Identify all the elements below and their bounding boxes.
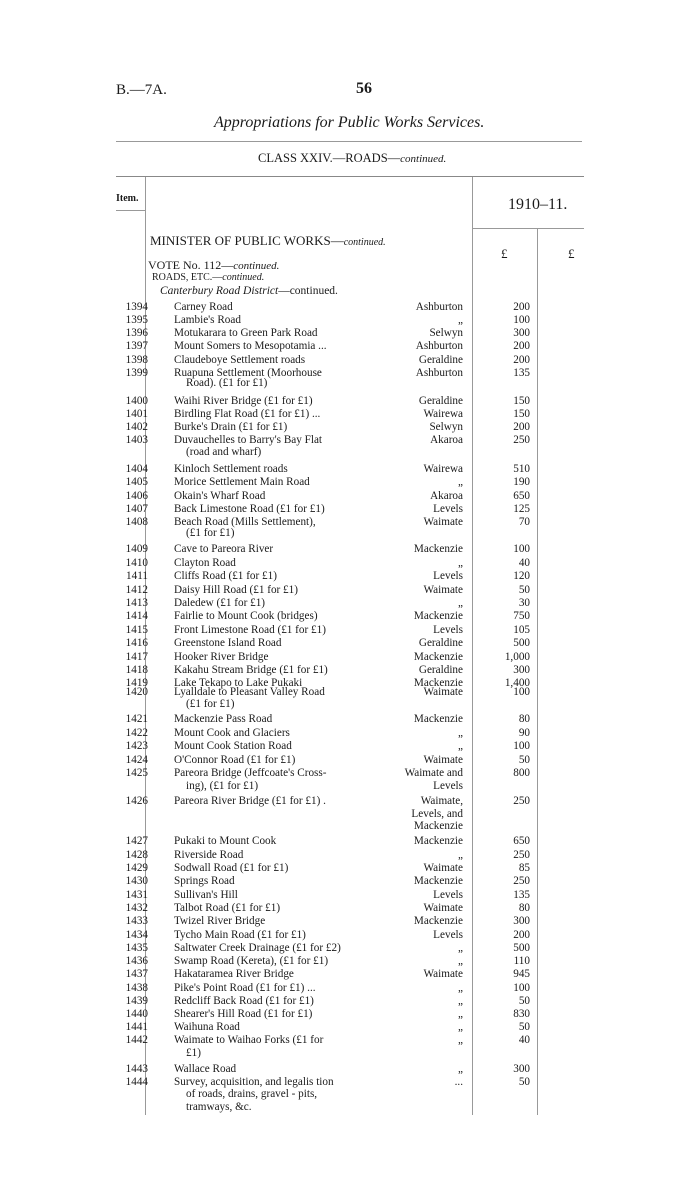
- item-description: Mount Cook and Glaciers: [174, 727, 290, 739]
- item-number: 1413: [125, 597, 148, 609]
- table-row: [0, 686, 700, 699]
- item-description: Clayton Road: [174, 557, 236, 569]
- table-row: [0, 942, 700, 955]
- item-amount: 85: [518, 862, 530, 874]
- class-heading-main: CLASS XXIV.—ROADS—: [258, 151, 401, 165]
- table-row: [0, 1076, 700, 1089]
- item-district: Waimate: [423, 686, 463, 698]
- item-amount: 80: [518, 902, 530, 914]
- item-amount: 40: [518, 557, 530, 569]
- continuation-1444-a: of roads, drains, gravel - pits,: [186, 1088, 318, 1100]
- table-row: [0, 889, 700, 902]
- item-description: Mount Cook Station Road: [174, 740, 292, 752]
- item-number: 1424: [125, 754, 148, 766]
- table-row: [0, 795, 700, 808]
- item-description: Shearer's Hill Road (£1 for £1): [174, 1008, 313, 1020]
- table-row: [0, 754, 700, 767]
- item-district: „: [458, 557, 463, 569]
- table-top-rule: [116, 176, 584, 177]
- item-number: 1407: [125, 503, 148, 515]
- item-amount: 650: [513, 490, 530, 502]
- table-row: [0, 982, 700, 995]
- item-header-rule: [116, 210, 146, 211]
- item-number: 1411: [126, 570, 148, 582]
- item-number: 1429: [125, 862, 148, 874]
- item-number: 1409: [125, 543, 148, 555]
- item-amount: 200: [513, 301, 530, 313]
- item-description: Redcliff Back Road (£1 for £1): [174, 995, 314, 1007]
- table-row: [0, 849, 700, 862]
- item-district: Mackenzie: [413, 915, 463, 927]
- item-district: Mackenzie: [413, 713, 463, 725]
- table-row: [0, 340, 700, 353]
- table-row: [0, 434, 700, 447]
- table-row: [0, 902, 700, 915]
- table-row: [0, 875, 700, 888]
- item-amount: 135: [513, 367, 530, 379]
- item-amount: 300: [513, 1063, 530, 1075]
- item-district: „: [458, 849, 463, 861]
- item-number: 1422: [125, 727, 148, 739]
- item-district: Mackenzie: [413, 875, 463, 887]
- item-number: 1420: [125, 686, 148, 698]
- item-description: Survey, acquisition, and legalis tion: [174, 1076, 334, 1088]
- item-district: Levels: [433, 624, 463, 636]
- item-amount: 500: [513, 637, 530, 649]
- table-row: [0, 408, 700, 421]
- item-amount: 1,400: [504, 677, 530, 689]
- item-district: Geraldine: [418, 664, 463, 676]
- item-description: Pareora River Bridge (£1 for £1) .: [174, 795, 326, 807]
- item-description: Lake Tekapo to Lake Pukaki: [174, 677, 303, 689]
- item-amount: 100: [513, 314, 530, 326]
- item-amount: 200: [513, 421, 530, 433]
- item-description: Mackenzie Pass Road: [174, 713, 273, 725]
- item-number: 1438: [125, 982, 148, 994]
- district-heading-cont: —continued.: [278, 285, 338, 297]
- roads-heading-main: ROADS, ETC.—: [152, 272, 223, 283]
- year-column-header: 1910–11.: [508, 196, 568, 213]
- vote-heading-main: VOTE No. 112—: [148, 258, 234, 272]
- class-heading: [258, 151, 446, 166]
- item-amount: 150: [513, 408, 530, 420]
- item-amount: 1,000: [504, 651, 530, 663]
- continuation-1403: (road and wharf): [186, 446, 262, 458]
- item-description: Talbot Road (£1 for £1): [174, 902, 281, 914]
- item-district: Waimate: [423, 516, 463, 528]
- item-district: „: [458, 476, 463, 488]
- table-row: [0, 1021, 700, 1034]
- item-number: 1423: [125, 740, 148, 752]
- item-number: 1416: [125, 637, 148, 649]
- item-number: 1437: [125, 968, 148, 980]
- item-description: Burke's Drain (£1 for £1): [174, 421, 288, 433]
- item-number: 1427: [125, 835, 148, 847]
- item-district: Waimate: [423, 862, 463, 874]
- item-district: Geraldine: [418, 637, 463, 649]
- item-description: O'Connor Road (£1 for £1): [174, 754, 296, 766]
- item-amount: 250: [513, 434, 530, 446]
- document-reference: B.—7A.: [116, 82, 167, 98]
- item-number: 1440: [125, 1008, 148, 1020]
- item-column-header: Item.: [116, 193, 139, 204]
- item-number: 1428: [125, 849, 148, 861]
- table-row: [0, 1008, 700, 1021]
- table-row: [0, 767, 700, 780]
- class-heading-cont: continued.: [400, 153, 447, 165]
- item-district: „: [458, 1034, 463, 1046]
- item-number: 1431: [125, 889, 148, 901]
- item-amount: 50: [518, 754, 530, 766]
- item-number: 1402: [125, 421, 148, 433]
- item-description: Sullivan's Hill: [174, 889, 238, 901]
- item-number: 1415: [125, 624, 148, 636]
- continuation-1425-district: Levels: [433, 780, 463, 792]
- table-row: [0, 727, 700, 740]
- item-number: 1408: [125, 516, 148, 528]
- item-description: Carney Road: [174, 301, 233, 313]
- item-description: Tycho Main Road (£1 for £1): [174, 929, 306, 941]
- item-district: „: [458, 727, 463, 739]
- item-number: 1443: [125, 1063, 148, 1075]
- item-description: Riverside Road: [174, 849, 244, 861]
- roads-heading: [152, 272, 264, 283]
- item-amount: 250: [513, 849, 530, 861]
- item-description: Claudeboye Settlement roads: [174, 354, 306, 366]
- item-description: Birdling Flat Road (£1 for £1) ...: [174, 408, 321, 420]
- item-number: 1430: [125, 875, 148, 887]
- district-heading-main: Canterbury Road District: [160, 285, 279, 297]
- district-heading: [160, 285, 338, 297]
- table-row: [0, 476, 700, 489]
- table-row: [0, 570, 700, 583]
- item-description: Back Limestone Road (£1 for £1): [174, 503, 325, 515]
- item-description: Waihi River Bridge (£1 for £1): [174, 395, 313, 407]
- item-amount: 750: [513, 610, 530, 622]
- item-district: ...: [454, 1076, 463, 1088]
- item-description: Daledew (£1 for £1): [174, 597, 266, 609]
- item-district: Levels: [433, 889, 463, 901]
- item-district: „: [458, 955, 463, 967]
- table-row: [0, 995, 700, 1008]
- item-district: Wairewa: [423, 463, 463, 475]
- table-row: [0, 1063, 700, 1076]
- item-description: Lambie's Road: [174, 314, 241, 326]
- item-description: Ruapuna Settlement (Moorhouse: [174, 367, 322, 379]
- item-number: 1418: [125, 664, 148, 676]
- ministry-heading-cont: continued.: [343, 237, 386, 248]
- item-number: 1404: [125, 463, 148, 475]
- item-description: Motukarara to Green Park Road: [174, 327, 318, 339]
- item-description: Greenstone Island Road: [174, 637, 282, 649]
- table-row: [0, 314, 700, 327]
- continuation-1426-district-2: Mackenzie: [413, 820, 463, 832]
- item-amount: 800: [513, 767, 530, 779]
- roads-heading-cont: continued.: [222, 272, 265, 283]
- item-amount: 120: [513, 570, 530, 582]
- item-description: Morice Settlement Main Road: [174, 476, 310, 488]
- item-amount: 300: [513, 327, 530, 339]
- item-amount: 200: [513, 340, 530, 352]
- item-description: Twizel River Bridge: [174, 915, 266, 927]
- item-district: Geraldine: [418, 354, 463, 366]
- item-amount: 40: [518, 1034, 530, 1046]
- item-amount: 50: [518, 1076, 530, 1088]
- item-description: Pike's Point Road (£1 for £1) ...: [174, 982, 316, 994]
- table-row: [0, 835, 700, 848]
- item-number: 1396: [125, 327, 148, 339]
- item-district: „: [458, 740, 463, 752]
- item-description: Kinloch Settlement roads: [174, 463, 288, 475]
- item-district: „: [458, 314, 463, 326]
- table-row: [0, 584, 700, 597]
- item-amount: 90: [518, 727, 530, 739]
- item-district: Wairewa: [423, 408, 463, 420]
- table-row: [0, 503, 700, 516]
- item-number: 1442: [125, 1034, 148, 1046]
- continuation-1399: Road). (£1 for £1): [186, 377, 268, 389]
- table-row: [0, 516, 700, 529]
- table-row: [0, 354, 700, 367]
- continuation-1425: ing), (£1 for £1): [186, 780, 259, 792]
- item-district: Mackenzie: [413, 835, 463, 847]
- pound-symbol-2: £: [568, 246, 575, 261]
- item-district: Selwyn: [429, 421, 463, 433]
- item-number: 1421: [125, 713, 148, 725]
- item-amount: 200: [513, 929, 530, 941]
- item-amount: 50: [518, 584, 530, 596]
- table-row: [0, 490, 700, 503]
- table-row: [0, 915, 700, 928]
- item-amount: 500: [513, 942, 530, 954]
- item-number: 1426: [125, 795, 148, 807]
- item-number: 1436: [125, 955, 148, 967]
- continuation-1442: £1): [186, 1047, 201, 1059]
- item-description: Springs Road: [174, 875, 235, 887]
- item-district: Waimate,: [420, 795, 463, 807]
- item-district: Mackenzie: [413, 651, 463, 663]
- item-district: „: [458, 1008, 463, 1020]
- item-description: Sodwall Road (£1 for £1): [174, 862, 289, 874]
- item-amount: 250: [513, 795, 530, 807]
- table-row: [0, 664, 700, 677]
- item-district: Selwyn: [429, 327, 463, 339]
- item-number: 1433: [125, 915, 148, 927]
- item-district: Ashburton: [415, 340, 463, 352]
- item-number: 1400: [125, 395, 148, 407]
- item-description: Mount Somers to Mesopotamia ...: [174, 340, 327, 352]
- item-amount: 125: [513, 503, 530, 515]
- item-description: Lyalldale to Pleasant Valley Road: [174, 686, 325, 698]
- item-district: Geraldine: [418, 395, 463, 407]
- item-description: Waihuna Road: [174, 1021, 240, 1033]
- item-number: 1414: [125, 610, 148, 622]
- pound-symbol-1: £: [501, 246, 508, 261]
- item-district: Waimate: [423, 902, 463, 914]
- item-description: Waimate to Waihao Forks (£1 for: [174, 1034, 324, 1046]
- item-number: 1425: [125, 767, 148, 779]
- item-district: „: [458, 995, 463, 1007]
- item-number: 1444: [125, 1076, 148, 1088]
- table-row: [0, 543, 700, 556]
- ministry-heading-main: MINISTER OF PUBLIC WORKS—: [150, 233, 344, 248]
- year-header-rule: [472, 228, 584, 229]
- table-row: [0, 955, 700, 968]
- item-district: Levels: [433, 503, 463, 515]
- item-amount: 105: [513, 624, 530, 636]
- item-amount: 30: [518, 597, 530, 609]
- item-district: „: [458, 597, 463, 609]
- item-district: Waimate: [423, 754, 463, 766]
- item-number: 1441: [125, 1021, 148, 1033]
- item-amount: 135: [513, 889, 530, 901]
- item-number: 1406: [125, 490, 148, 502]
- item-description: Daisy Hill Road (£1 for £1): [174, 584, 298, 596]
- table-row: [0, 301, 700, 314]
- item-description: Kakahu Stream Bridge (£1 for £1): [174, 664, 328, 676]
- item-description: Cave to Pareora River: [174, 543, 274, 555]
- item-district: Waimate: [423, 584, 463, 596]
- continuation-1426-district-1: Levels, and: [411, 808, 463, 820]
- item-amount: 650: [513, 835, 530, 847]
- item-district: „: [458, 1063, 463, 1075]
- item-amount: 150: [513, 395, 530, 407]
- item-number: 1417: [125, 651, 148, 663]
- item-district: Waimate: [423, 968, 463, 980]
- item-amount: 100: [513, 740, 530, 752]
- item-description: Okain's Wharf Road: [174, 490, 266, 502]
- item-district: Mackenzie: [413, 677, 463, 689]
- item-amount: 510: [513, 463, 530, 475]
- item-amount: 300: [513, 915, 530, 927]
- item-district: Levels: [433, 570, 463, 582]
- item-number: 1432: [125, 902, 148, 914]
- item-district: Levels: [433, 929, 463, 941]
- table-row: [0, 929, 700, 942]
- item-description: Front Limestone Road (£1 for £1): [174, 624, 326, 636]
- item-amount: 50: [518, 995, 530, 1007]
- item-amount: 100: [513, 543, 530, 555]
- item-description: Duvauchelles to Barry's Bay Flat: [174, 434, 323, 446]
- item-district: „: [458, 982, 463, 994]
- table-row: [0, 421, 700, 434]
- item-amount: 80: [518, 713, 530, 725]
- continuation-1408: (£1 for £1): [186, 527, 235, 539]
- item-amount: 190: [513, 476, 530, 488]
- table-row: [0, 713, 700, 726]
- table-row: [0, 610, 700, 623]
- table-row: [0, 1034, 700, 1047]
- item-district: Akaroa: [430, 434, 463, 446]
- item-amount: 50: [518, 1021, 530, 1033]
- table-row: [0, 862, 700, 875]
- item-district: Ashburton: [415, 301, 463, 313]
- item-number: 1403: [125, 434, 148, 446]
- item-amount: 200: [513, 354, 530, 366]
- item-number: 1399: [125, 367, 148, 379]
- page-title: Appropriations for Public Works Services.: [214, 114, 485, 131]
- item-amount: 250: [513, 875, 530, 887]
- item-number: 1395: [125, 314, 148, 326]
- item-amount: 70: [518, 516, 530, 528]
- item-number: 1410: [125, 557, 148, 569]
- table-row: [0, 557, 700, 570]
- item-number: 1434: [125, 929, 148, 941]
- table-row: [0, 395, 700, 408]
- table-row: [0, 651, 700, 664]
- page-number: 56: [356, 80, 372, 97]
- table-row: [0, 968, 700, 981]
- item-district: Waimate and: [404, 767, 463, 779]
- item-number: 1394: [125, 301, 148, 313]
- table-row: [0, 637, 700, 650]
- table-row: [0, 624, 700, 637]
- item-number: 1401: [125, 408, 148, 420]
- item-number: 1412: [125, 584, 148, 596]
- item-district: Mackenzie: [413, 610, 463, 622]
- item-amount: 945: [513, 968, 530, 980]
- item-description: Wallace Road: [174, 1063, 237, 1075]
- item-amount: 300: [513, 664, 530, 676]
- item-description: Swamp Road (Kereta), (£1 for £1): [174, 955, 329, 967]
- item-amount: 100: [513, 982, 530, 994]
- continuation-1444-b: tramways, &c.: [186, 1101, 252, 1113]
- top-rule: [116, 141, 582, 142]
- item-number: 1439: [125, 995, 148, 1007]
- table-row: [0, 597, 700, 610]
- item-description: Pukaki to Mount Cook: [174, 835, 277, 847]
- table-row: [0, 463, 700, 476]
- item-number: 1435: [125, 942, 148, 954]
- item-description: Pareora Bridge (Jeffcoate's Cross-: [174, 767, 327, 779]
- item-amount: 830: [513, 1008, 530, 1020]
- item-description: Cliffs Road (£1 for £1): [174, 570, 277, 582]
- item-number: 1397: [125, 340, 148, 352]
- table-row: [0, 327, 700, 340]
- vote-heading: [148, 258, 279, 273]
- table-row: [0, 367, 700, 380]
- item-district: „: [458, 942, 463, 954]
- item-amount: 110: [513, 955, 530, 967]
- item-district: „: [458, 1021, 463, 1033]
- item-district: Akaroa: [430, 490, 463, 502]
- item-description: Hooker River Bridge: [174, 651, 269, 663]
- vote-heading-cont: continued.: [233, 260, 280, 272]
- continuation-1420: (£1 for £1): [186, 698, 235, 710]
- table-row: [0, 740, 700, 753]
- item-description: Fairlie to Mount Cook (bridges): [174, 610, 318, 622]
- item-district: Mackenzie: [413, 543, 463, 555]
- item-description: Hakataramea River Bridge: [174, 968, 294, 980]
- item-description: Beach Road (Mills Settlement),: [174, 516, 316, 528]
- item-number: 1419: [125, 677, 148, 689]
- item-number: 1405: [125, 476, 148, 488]
- item-district: Ashburton: [415, 367, 463, 379]
- item-number: 1398: [125, 354, 148, 366]
- item-amount: 100: [513, 686, 530, 698]
- item-description: Saltwater Creek Drainage (£1 for £2): [174, 942, 341, 954]
- ministry-heading: [150, 233, 386, 249]
